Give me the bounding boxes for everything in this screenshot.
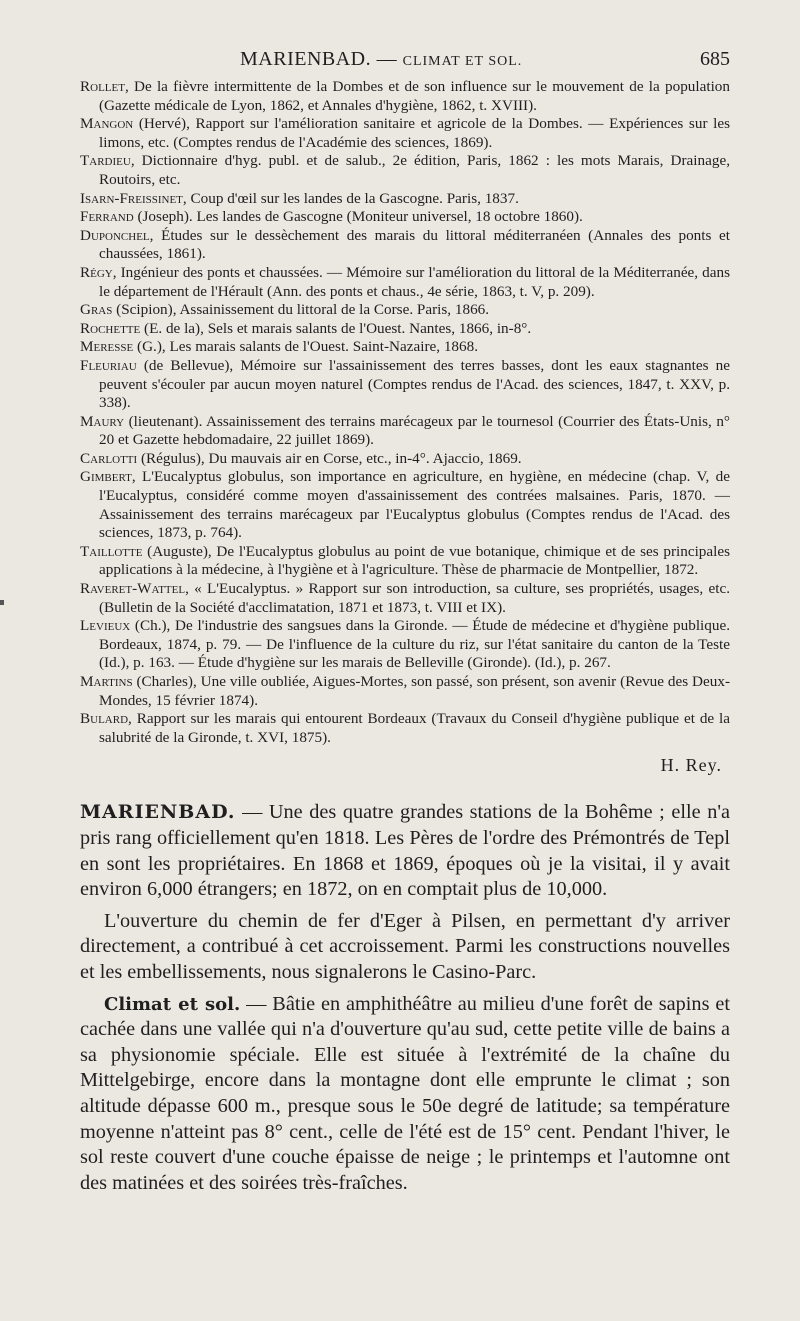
bibliography bbox=[80, 78, 730, 747]
entry-author: Gimbert, bbox=[80, 468, 136, 486]
article-paragraph: L'ouverture du chemin de fer d'Eger à Pilsen, en permettant d'y arriver directement, a contribué à cet accroissement. Parmi les constructions nouvelles et les embellissements, nous signalerons le Casino-Parc. bbox=[80, 909, 730, 983]
author-signature: H. Rey. bbox=[660, 755, 722, 776]
entry-author: Régy, bbox=[80, 263, 117, 281]
entry-text: « L'Eucalyptus. » Rapport sur son introduction, sa culture, ses propriétés, usages, etc. (Bulletin de la Société d'acclimatation, 1871 et 1873, t. VIII et IX). bbox=[99, 580, 730, 616]
bibliography-entry bbox=[80, 190, 730, 209]
entry-text: (Charles), Une ville oubliée, Aigues-Mortes, son passé, son présent, son avenir (Revue des Deux-Mondes, 15 février 1874). bbox=[99, 673, 730, 709]
article-heading: MARIENBAD. bbox=[80, 801, 236, 824]
entry-author: Tardieu, bbox=[80, 152, 135, 170]
bibliography-entry bbox=[80, 357, 730, 413]
entry-author: Carlotti bbox=[80, 449, 138, 467]
bibliography-entry bbox=[80, 208, 730, 227]
bibliography-entry bbox=[80, 710, 730, 747]
entry-author: Isarn-Freissinet, bbox=[80, 189, 187, 207]
running-title-section: CLIMAT ET SOL. bbox=[402, 54, 523, 69]
paragraph-text: — Une des quatre grandes stations de la Bohême ; elle n'a pris rang officiellement qu'en 1818. Les Pères de l'ordre des Prémontrés de Tepl en sont les propriétaires. En 1868 et 1869, époques où je la visitai, il y avait environ 6,000 étrangers; en 1872, on en comptait plus de 10,000. bbox=[80, 801, 730, 901]
entry-author: Bulard, bbox=[80, 710, 132, 728]
bibliography-entry bbox=[80, 301, 730, 320]
running-title bbox=[240, 48, 522, 71]
bibliography-entry bbox=[80, 152, 730, 189]
bibliography-entry bbox=[80, 543, 730, 580]
article-body bbox=[80, 800, 730, 1196]
entry-text: (E. de la), Sels et marais salants de l'Ouest. Nantes, 1866, in-8°. bbox=[140, 319, 532, 337]
margin-mark bbox=[0, 600, 4, 605]
bibliography-entry bbox=[80, 580, 730, 617]
bibliography-entry bbox=[80, 617, 730, 673]
bibliography-entry bbox=[80, 468, 730, 542]
entry-author: Duponchel, bbox=[80, 226, 154, 244]
bibliography-entry bbox=[80, 264, 730, 301]
entry-author: Meresse bbox=[80, 338, 134, 356]
bibliography-entry bbox=[80, 227, 730, 264]
entry-text: (G.), Les marais salants de l'Ouest. Saint-Nazaire, 1868. bbox=[133, 338, 479, 356]
entry-author: Rollet, bbox=[80, 78, 129, 95]
entry-text: (Régulus), Du mauvais air en Corse, etc., in-4°. Ajaccio, 1869. bbox=[137, 449, 522, 467]
entry-text: Dictionnaire d'hyg. publ. et de salub., 2e édition, Paris, 1862 : les mots Marais, Drainage, Routoirs, etc. bbox=[99, 152, 730, 188]
entry-author: Maury bbox=[80, 412, 125, 430]
entry-text: Coup d'œil sur les landes de la Gascogne. Paris, 1837. bbox=[186, 189, 519, 207]
entry-author: Gras bbox=[80, 301, 113, 319]
entry-text: (Joseph). Les landes de Gascogne (Moniteur universel, 18 octobre 1860). bbox=[133, 208, 583, 226]
climate-paragraph bbox=[80, 992, 730, 1197]
bibliography-entry bbox=[80, 673, 730, 710]
entry-text: Études sur le dessèchement des marais du littoral méditerranéen (Annales des ponts et chaussées, 1861). bbox=[99, 226, 730, 263]
bibliography-entry bbox=[80, 115, 730, 152]
entry-text: (Auguste), De l'Eucalyptus globulus au point de vue botanique, chimique et de ses principales applications à la médecine, à l'hygiène et à l'agriculture. Thèse de pharmacie de Montpellier, 1872. bbox=[99, 542, 730, 579]
entry-text: (Hervé), Rapport sur l'amélioration sanitaire et agricole de la Dombes. — Expériences sur les limons, etc. (Comptes rendus de l'Académie des sciences, 1869). bbox=[99, 115, 730, 151]
entry-text: (Ch.), De l'industrie des sangsues dans la Gironde. — Étude de médecine et d'hygiène publique. Bordeaux, 1874, p. 79. — De l'influence de la culture du riz, sur l'état sanitaire du canton de la Teste (Id.), p. 163. — Étude d'hygiène sur les marais de Belleville (Gironde). (Id.), p. 267. bbox=[99, 617, 730, 672]
running-title-dash: — bbox=[376, 48, 398, 70]
running-title-place: MARIENBAD. bbox=[240, 48, 372, 70]
entry-text: De la fièvre intermittente de la Dombes et de son influence sur le mouvement de la population (Gazette médicale de Lyon, 1862, et Annales d'hygiène, 1862, t. XVIII). bbox=[99, 78, 730, 114]
entry-author: Rochette bbox=[80, 319, 141, 337]
entry-author: Fleuriau bbox=[80, 356, 137, 374]
bibliography-entry bbox=[80, 450, 730, 469]
entry-text: (de Bellevue), Mémoire sur l'assainissement des terres basses, dont les eaux stagnantes ne peuvent s'écouler par aucun moyen naturel (Comptes rendus de l'Acad. des sciences, 1847, t. XXV, p. 338). bbox=[99, 356, 730, 412]
article-intro-paragraph bbox=[80, 800, 730, 902]
running-head bbox=[80, 44, 730, 78]
bibliography-entry bbox=[80, 78, 730, 115]
entry-author: Mangon bbox=[80, 115, 134, 133]
entry-text: Rapport sur les marais qui entourent Bordeaux (Travaux du Conseil d'hygiène publique et de la salubrité de la Gironde, t. XVI, 1875). bbox=[99, 710, 730, 746]
page-number: 685 bbox=[700, 48, 730, 70]
entry-text: L'Eucalyptus globulus, son importance en agriculture, en hygiène, en médecine (chap. V, de l'Eucalyptus, considéré comme moyen d'assainissement des contrées malsaines. Paris, 1870. — Assainissement des terrains marécageux par l'Eucalyptus globulus (Comptes rendus de l'Acad. des sciences, 1873, p. 764). bbox=[99, 468, 730, 542]
bibliography-entry bbox=[80, 413, 730, 450]
entry-text: (Scipion), Assainissement du littoral de la Corse. Paris, 1866. bbox=[112, 301, 490, 319]
bibliography-entry bbox=[80, 320, 730, 339]
paragraph-text: — Bâtie en amphithéâtre au milieu d'une forêt de sapins et cachée dans une vallée qui n'a d'ouverture qu'au sud, cette petite ville de bains a sa physionomie spéciale. Elle est située à l'extrémité de la chaîne du Mittelgebirge, encore dans la montagne dont elle emprunte le climat ; son altitude dépasse 600 m., presque sous le 50e degré de latitude; sa température moyenne n'atteint pas 8° cent., celle de l'été est de 15° cent. Pendant l'hiver, le sol reste couvert d'une couche épaisse de neige ; le printemps et l'automne ont des matinées et des soirées très-fraîches. bbox=[80, 992, 731, 1194]
entry-author: Ferrand bbox=[80, 208, 134, 226]
entry-text: (lieutenant). Assainissement des terrains marécageux par le tournesol (Courrier des États-Unis, n° 20 et Gazette hebdomadaire, 22 juillet 1869). bbox=[99, 412, 730, 449]
entry-author: Taillotte bbox=[80, 542, 143, 560]
entry-author: Levieux bbox=[80, 617, 131, 635]
entry-author: Martins bbox=[80, 673, 133, 690]
section-heading: Climat et sol. bbox=[104, 993, 241, 1015]
bibliography-entry bbox=[80, 338, 730, 357]
entry-text: Ingénieur des ponts et chaussées. — Mémoire sur l'amélioration du littoral de la Méditerranée, dans le département de l'Hérault (Ann. des ponts et chaus., 4e série, 1863, t. V, p. 209). bbox=[99, 263, 730, 300]
entry-author: Raveret-Wattel, bbox=[80, 580, 189, 598]
